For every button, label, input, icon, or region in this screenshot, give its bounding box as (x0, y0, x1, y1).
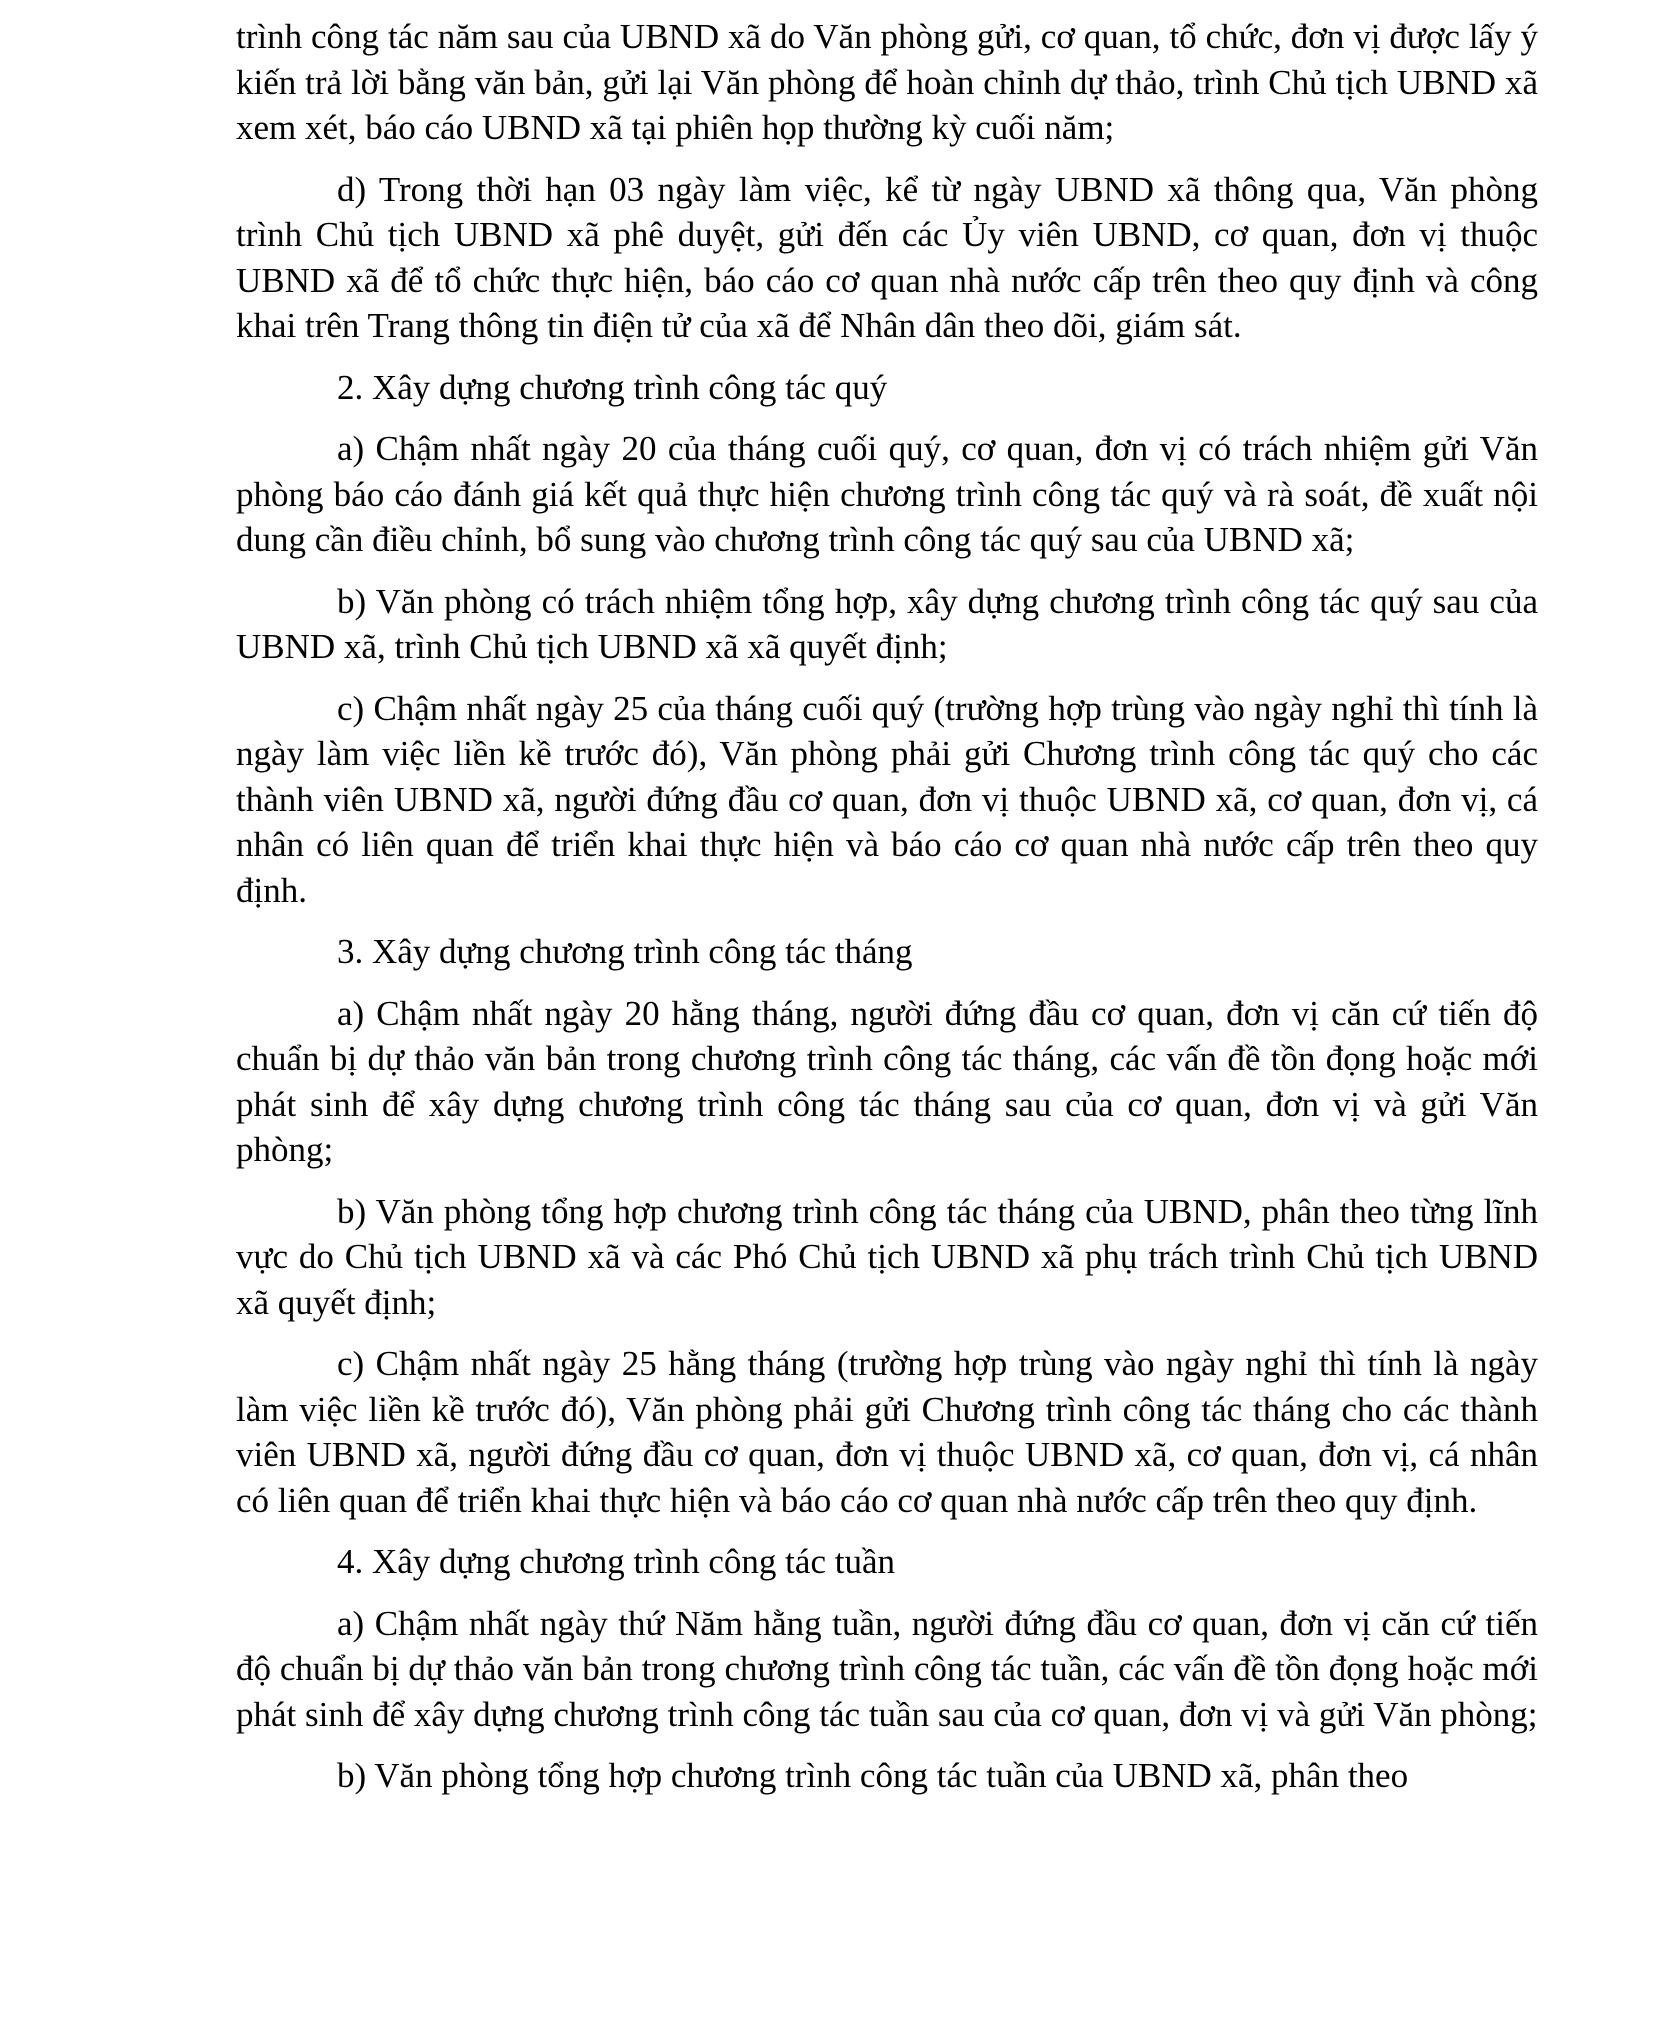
section-heading-3: 3. Xây dựng chương trình công tác tháng (337, 932, 913, 971)
paragraph-4a: a) Chậm nhất ngày thứ Năm hằng tuần, người đứng đầu cơ quan, đơn vị căn cứ tiến độ chuẩn bị dự thảo văn bản trong chương trình công tác tuần, các vấn đề tồn đọng hoặc mới phát sinh để xây dựng chương trình công tác tuần sau của cơ quan, đơn vị và gửi Văn phòng; (236, 1603, 1538, 1734)
paragraph-continued: trình công tác năm sau của UBND xã do Văn phòng gửi, cơ quan, tổ chức, đơn vị được lấy ý kiến trả lời bằng văn bản, gửi lại Văn phòng để hoàn chỉnh dự thảo, trình Chủ tịch UBND xã xem xét, báo cáo UBND xã tại phiên họp thường kỳ cuối năm; (236, 17, 1538, 147)
paragraph-2c: c) Chậm nhất ngày 25 của tháng cuối quý (trường hợp trùng vào ngày nghỉ thì tính là ngày làm việc liền kề trước đó), Văn phòng phải gửi Chương trình công tác quý cho các thành viên UBND xã, người đứng đầu cơ quan, đơn vị thuộc UBND xã, cơ quan, đơn vị, cá nhân có liên quan để triển khai thực hiện và báo cáo cơ quan nhà nước cấp trên theo quy định. (236, 688, 1538, 910)
section-heading-2: 2. Xây dựng chương trình công tác quý (337, 367, 888, 407)
paragraph-3a: a) Chậm nhất ngày 20 hằng tháng, người đứng đầu cơ quan, đơn vị căn cứ tiến độ chuẩn bị dự thảo văn bản trong chương trình công tác tháng, các vấn đề tồn đọng hoặc mới phát sinh để xây dựng chương trình công tác tháng sau của cơ quan, đơn vị và gửi Văn phòng; (236, 993, 1538, 1169)
paragraph-1d: d) Trong thời hạn 03 ngày làm việc, kể từ ngày UBND xã thông qua, Văn phòng trình Chủ tịch UBND xã phê duyệt, gửi đến các Ủy viên UBND, cơ quan, đơn vị thuộc UBND xã để tổ chức thực hiện, báo cáo cơ quan nhà nước cấp trên theo quy định và công khai trên Trang thông tin điện tử của xã để Nhân dân theo dõi, giám sát. (236, 169, 1538, 345)
document-page (236, 14, 1538, 1815)
paragraph-3c: c) Chậm nhất ngày 25 hằng tháng (trường hợp trùng vào ngày nghỉ thì tính là ngày làm việc liền kề trước đó), Văn phòng phải gửi Chương trình công tác tháng cho các thành viên UBND xã, người đứng đầu cơ quan, đơn vị thuộc UBND xã, cơ quan, đơn vị, cá nhân có liên quan để triển khai thực hiện và báo cáo cơ quan nhà nước cấp trên theo quy định. (236, 1344, 1538, 1520)
paragraph-2a: a) Chậm nhất ngày 20 của tháng cuối quý, cơ quan, đơn vị có trách nhiệm gửi Văn phòng báo cáo đánh giá kết quả thực hiện chương trình công tác quý và rà soát, đề xuất nội dung cần điều chỉnh, bổ sung vào chương trình công tác quý sau của UBND xã; (236, 429, 1538, 559)
paragraph-2b: b) Văn phòng có trách nhiệm tổng hợp, xây dựng chương trình công tác quý sau của UBND xã, trình Chủ tịch UBND xã xã quyết định; (236, 581, 1538, 666)
paragraph-4b: b) Văn phòng tổng hợp chương trình công tác tuần của UBND xã, phân theo (337, 1756, 1409, 1795)
paragraph-3b: b) Văn phòng tổng hợp chương trình công tác tháng của UBND, phân theo từng lĩnh vực do Chủ tịch UBND xã và các Phó Chủ tịch UBND xã phụ trách trình Chủ tịch UBND xã quyết định; (236, 1191, 1538, 1322)
section-heading-4: 4. Xây dựng chương trình công tác tuần (337, 1542, 895, 1581)
